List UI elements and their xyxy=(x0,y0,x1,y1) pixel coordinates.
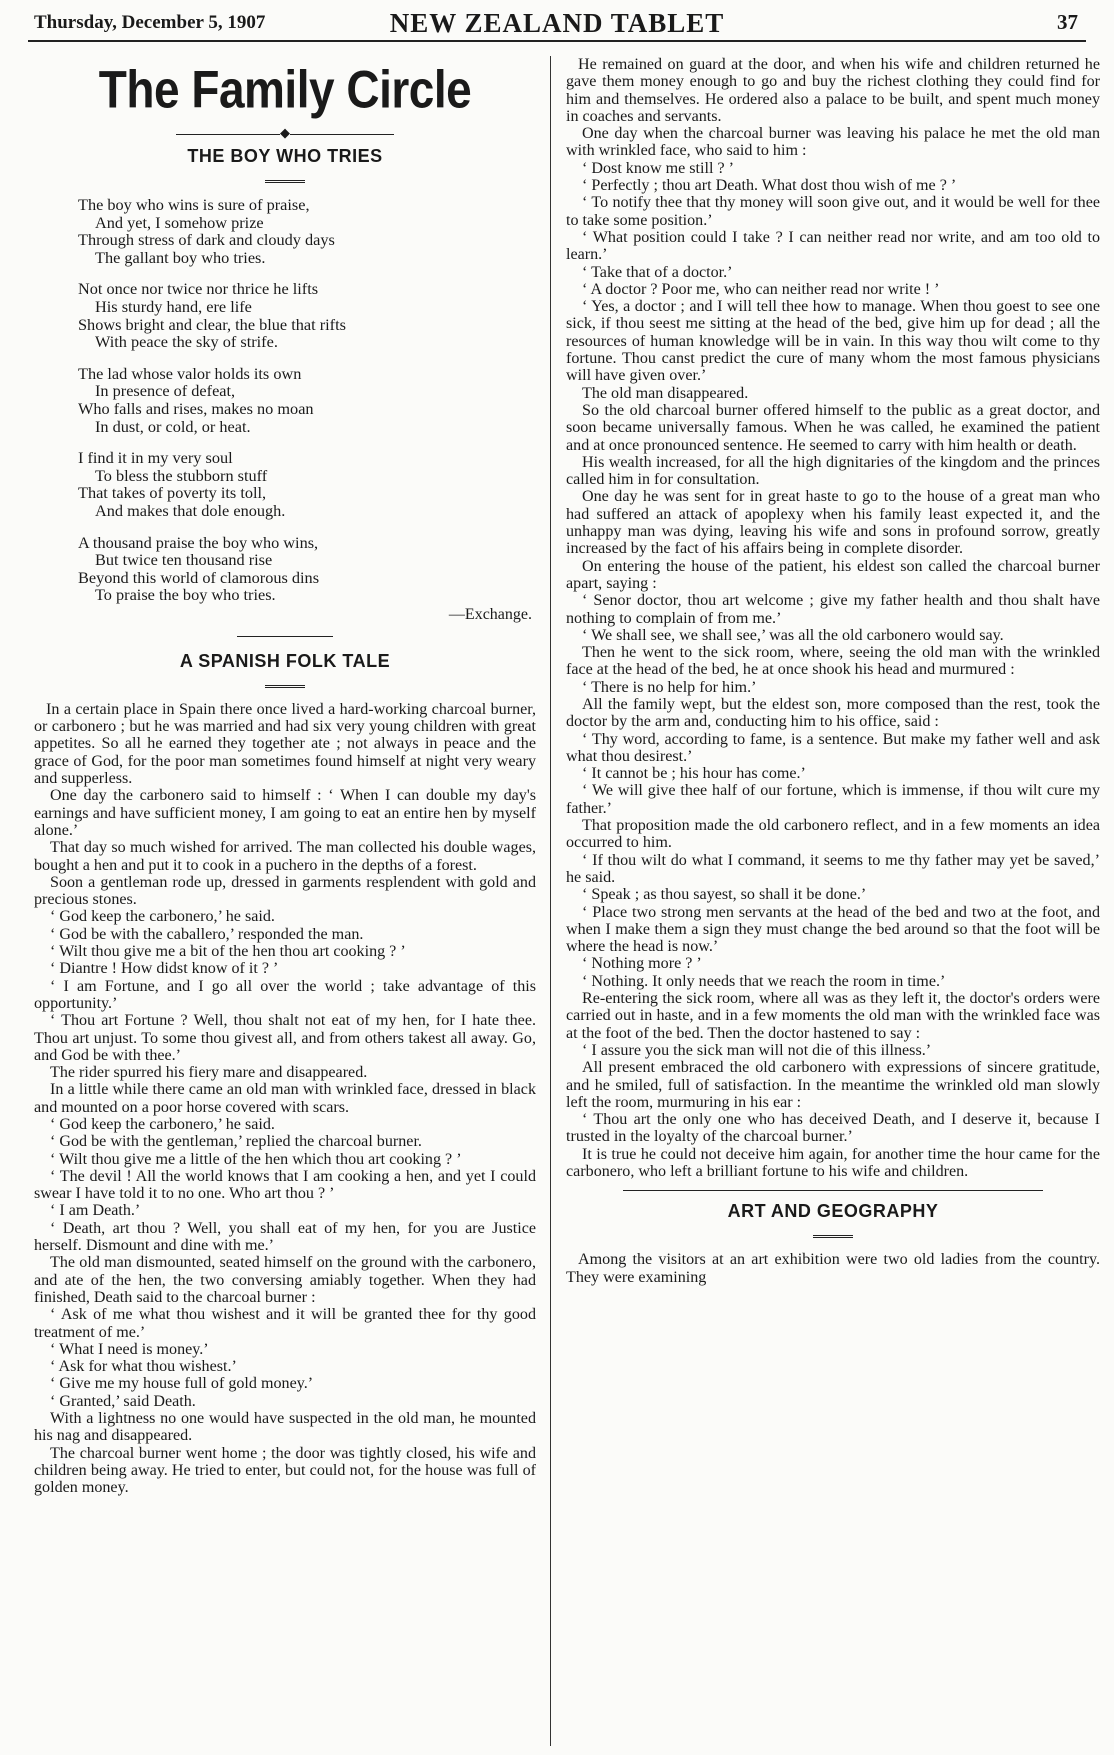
story-left-text xyxy=(34,701,536,1497)
paragraph: In a certain place in Spain there once lived a hard-working charcoal burner, or carbonero ; but he was married and had six very young children with great appetites. So all he earned they together ate ; not always in peace and the grace of God, for the poor man sometimes found himself at night very weary and supperless. xyxy=(34,700,536,788)
paragraph: He remained on guard at the door, and when his wife and children returned he gave them money enough to go and buy the richest clothing they could find for him and themselves. He ordered also a palace to be built, and spent much money in coaches and servants. xyxy=(566,56,1100,125)
paragraph: The charcoal burner went home ; the door was tightly closed, his wife and children being away. He tried to enter, but could not, for the house was full of golden money. xyxy=(34,1444,536,1497)
poem-line: The gallant boy who tries. xyxy=(95,247,266,267)
paragraph: That day so much wished for arrived. The man collected his double wages, bought a hen and put it to cook in a puchero in the depths of a forest. xyxy=(34,839,536,874)
paragraph: ‘ Dost know me still ? ’ xyxy=(582,159,734,177)
story-title: A SPANISH FOLK TALE xyxy=(179,650,391,671)
poem-stanza xyxy=(78,196,536,266)
poem-stanza xyxy=(78,365,536,435)
paragraph: One day the carbonero said to himself : ‘ When I can double my day's earnings and have sufficient money, I am going to eat an entire hen by myself alone.’ xyxy=(34,787,536,839)
paragraph: ‘ Perfectly ; thou art Death. What dost thou wish of me ? ’ xyxy=(582,177,957,195)
poem-title: THE BOY WHO TRIES xyxy=(187,146,383,166)
paragraph: ‘ God be with the caballero,’ responded the man. xyxy=(50,925,364,943)
paragraph: One day he was sent for in great haste to go to the house of a great man who had suffered an attack of apoplexy when his family least expected it, and the unhappy man was dying, leaving his wife and sons in profound sorrow, greatly increased by the fact of his affairs being in complete disorder. xyxy=(566,488,1100,558)
paragraph: Re-entering the sick room, where all was as they left it, the doctor's orders were carried out in haste, and in a few moments the old man with the wrinkled face was at the foot of the bed. Then the doctor hastened to say : xyxy=(566,990,1100,1042)
paragraph: ‘ God keep the carbonero,’ he said. xyxy=(50,1116,275,1133)
poem-line: A thousand praise the boy who wins, xyxy=(78,532,319,552)
paragraph: ‘ It cannot be ; his hour has come.’ xyxy=(582,765,806,783)
paragraph: ‘ Wilt thou give me a little of the hen which thou art cooking ? ’ xyxy=(50,1150,462,1168)
section-title: The Family Circle xyxy=(98,59,472,119)
page-number: 37 xyxy=(1057,10,1078,34)
section-rule xyxy=(237,636,333,637)
paragraph: ‘ We will give thee half of our fortune, which is immense, if thou wilt cure my father.’ xyxy=(566,782,1100,817)
paragraph: ‘ Thy word, according to fame, is a sentence. But make my father well and ask what thou desirest.’ xyxy=(566,730,1100,765)
paragraph: ‘ To notify thee that thy money will soon give out, and it would be well for thee to take some position.’ xyxy=(566,194,1100,229)
poem-line: Shows bright and clear, the blue that rifts xyxy=(78,314,346,334)
paragraph: The rider spurred his fiery mare and disappeared. xyxy=(50,1064,368,1082)
paragraph: ‘ Thou art the only one who has deceived Death, and I deserve it, because I trusted in the loyalty of the charcoal burner.’ xyxy=(566,1111,1100,1146)
paragraph: ‘ I am Fortune, and I go all over the world ; take advantage of this opportunity.’ xyxy=(34,977,536,1012)
poem-credit: —Exchange. xyxy=(448,605,532,623)
paragraph: ‘ God keep the carbonero,’ he said. xyxy=(50,908,275,926)
paragraph: ‘ The devil ! All the world knows that I am cooking a hen, and yet I could swear I have told it to no one. Who art thou ? ’ xyxy=(34,1167,536,1203)
paragraph: Soon a gentleman rode up, dressed in garments resplendent with gold and precious stones. xyxy=(34,873,536,909)
paragraph: ‘ Place two strong men servants at the head of the bed and two at the foot, and when I make them a sign they must change the bed around so that the foot will be where the head is now.’ xyxy=(566,903,1100,956)
paragraph: ‘ There is no help for him.’ xyxy=(582,678,757,696)
paragraph: ‘ God be with the gentleman,’ replied the charcoal burner. xyxy=(50,1133,422,1151)
paragraph: The old man disappeared. xyxy=(582,384,749,402)
paragraph: One day when the charcoal burner was leaving his palace he met the old man with wrinkled face, who said to him : xyxy=(566,125,1100,160)
story-title-ornament xyxy=(34,675,536,693)
paragraph: So the old charcoal burner offered himself to the public as a great doctor, and soon became universally famous. When he was called, he examined the patient and at once pronounced sentence. He seemed to carry with him health or death. xyxy=(566,401,1100,454)
section-rule xyxy=(623,1190,1043,1191)
paragraph: ‘ Yes, a doctor ; and I will tell thee how to manage. When thou goest to see one sick, if thou seest me sitting at the head of the bed, give him up for dead ; all the resources of human knowledge will be in vain. In this way thou wilt come to thy fortune. Thou canst predict the cure of many whom the most famous physicians will have given over.’ xyxy=(566,298,1100,385)
paragraph: His wealth increased, for all the high dignitaries of the kingdom and the princes called him in for consultation. xyxy=(566,453,1100,489)
paragraph: ‘ What position could I take ? I can neither read nor write, and am too old to learn.’ xyxy=(566,228,1100,264)
paragraph: ‘ Give me my house full of gold money.’ xyxy=(50,1375,314,1393)
story-right-text xyxy=(566,56,1100,1180)
poem-line: Through stress of dark and cloudy days xyxy=(78,230,335,250)
paragraph: ‘ Thou art Fortune ? Well, thou shalt not eat of my hen, for I hate thee. Thou art unjust. To some thou givest all, and from others takest all away. Go, and God be with thee.’ xyxy=(34,1012,536,1064)
poem-line: In presence of defeat, xyxy=(95,381,236,401)
paragraph: That proposition made the old carbonero reflect, and in a few moments an idea occurred to him. xyxy=(566,817,1100,852)
paragraph: Then he went to the sick room, where, seeing the old man with the wrinkled face at the head of the bed, he at once shook his head and murmured : xyxy=(566,644,1100,679)
left-column xyxy=(34,56,536,1745)
art-text xyxy=(566,1251,1100,1286)
poem-stanza xyxy=(78,534,536,604)
paragraph: ‘ A doctor ? Poor me, who can neither read nor write ! ’ xyxy=(582,280,940,298)
page-header xyxy=(28,8,1086,36)
issue-date: Thursday, December 5, 1907 xyxy=(34,12,266,33)
poem-line: The lad whose valor holds its own xyxy=(78,363,302,383)
paragraph: ‘ Granted,’ said Death. xyxy=(50,1392,196,1410)
poem-line: That takes of poverty its toll, xyxy=(78,483,267,503)
poem-line: I find it in my very soul xyxy=(78,448,233,468)
paragraph: ‘ Wilt thou give me a bit of the hen thou art cooking ? ’ xyxy=(50,943,406,961)
paragraph: ‘ We shall see, we shall see,’ was all the old carbonero would say. xyxy=(582,626,1004,644)
column-divider xyxy=(550,56,551,1746)
poem-line: Beyond this world of clamorous dins xyxy=(78,567,320,587)
paragraph: With a lightness no one would have suspected in the old man, he mounted his nag and disappeared. xyxy=(34,1410,536,1445)
poem-line: And yet, I somehow prize xyxy=(95,212,264,232)
right-column xyxy=(566,56,1100,1745)
paragraph: ‘ Ask of me what thou wishest and it will be granted thee for thy good treatment of me.’ xyxy=(34,1306,536,1341)
poem-line: To praise the boy who tries. xyxy=(95,585,276,605)
paragraph: ‘ Senor doctor, thou art welcome ; give my father health and thou shalt have nothing to complain of from me.’ xyxy=(566,592,1100,627)
paragraph: ‘ Diantre ! How didst know of it ? ’ xyxy=(50,960,279,978)
poem-line: Who falls and rises, makes no moan xyxy=(78,398,314,418)
paragraph: ‘ Ask for what thou wishest.’ xyxy=(50,1358,237,1376)
poem-line: Not once nor twice nor thrice he lifts xyxy=(78,279,319,299)
paragraph: ‘ What I need is money.’ xyxy=(50,1340,209,1358)
paragraph: It is true he could not deceive him again, for another time the hour came for the carbonero, who left a brilliant fortune to his wife and children. xyxy=(566,1145,1100,1180)
poem-line: The boy who wins is sure of praise, xyxy=(78,195,310,214)
poem-line: In dust, or cold, or heat. xyxy=(95,416,251,436)
paragraph: ‘ Nothing more ? ’ xyxy=(582,955,702,973)
poem-title-ornament xyxy=(34,170,536,188)
paragraph: ‘ I assure you the sick man will not die of this illness.’ xyxy=(582,1041,932,1059)
paragraph: In a little while there came an old man with wrinkled face, dressed in black and mounted on a poor horse covered with scars. xyxy=(34,1081,536,1116)
art-title: ART AND GEOGRAPHY xyxy=(727,1201,939,1222)
header-rule xyxy=(28,40,1086,42)
poem-line: And makes that dole enough. xyxy=(95,500,286,520)
poem-stanza xyxy=(78,449,536,519)
art-title-ornament xyxy=(566,1225,1100,1243)
paragraph: ‘ Nothing. It only needs that we reach the room in time.’ xyxy=(582,972,946,990)
paragraph: All present embraced the old carbonero with expressions of sincere gratitude, and he smiled, full of satisfaction. In the meantime the wrinkled old man slowly left the room, murmuring in his ear : xyxy=(566,1059,1100,1111)
paragraph: ‘ Take that of a doctor.’ xyxy=(582,263,733,281)
newspaper-name: NEW ZEALAND TABLET xyxy=(389,8,725,38)
paragraph: The old man dismounted, seated himself on the ground with the carbonero, and ate of the hen, the two conversing amiably together. When they had finished, Death said to the charcoal burner : xyxy=(34,1254,536,1306)
poem xyxy=(78,196,536,604)
title-ornament: ◆ xyxy=(34,126,536,140)
paragraph: ‘ I am Death.’ xyxy=(50,1202,141,1220)
paragraph: On entering the house of the patient, his eldest son called the charcoal burner apart, saying : xyxy=(566,557,1100,592)
poem-line: With peace the sky of strife. xyxy=(95,332,278,352)
poem-line: His sturdy hand, ere life xyxy=(95,296,252,316)
paragraph: Among the visitors at an art exhibition were two old ladies from the country. They were examining xyxy=(566,1251,1100,1286)
poem-stanza xyxy=(78,280,536,350)
paragraph: ‘ Speak ; as thou sayest, so shall it be done.’ xyxy=(582,886,867,904)
paragraph: ‘ If thou wilt do what I command, it seems to me thy father may yet be saved,’ he said. xyxy=(566,851,1100,886)
paragraph: All the family wept, but the eldest son, more composed than the rest, took the doctor by the arm and, conducting him to his office, said : xyxy=(566,695,1100,731)
paragraph: ‘ Death, art thou ? Well, you shall eat of my hen, for you are Justice herself. Dismount and dine with me.’ xyxy=(34,1219,536,1255)
poem-line: To bless the stubborn stuff xyxy=(95,465,268,485)
poem-line: But twice ten thousand rise xyxy=(95,550,273,570)
